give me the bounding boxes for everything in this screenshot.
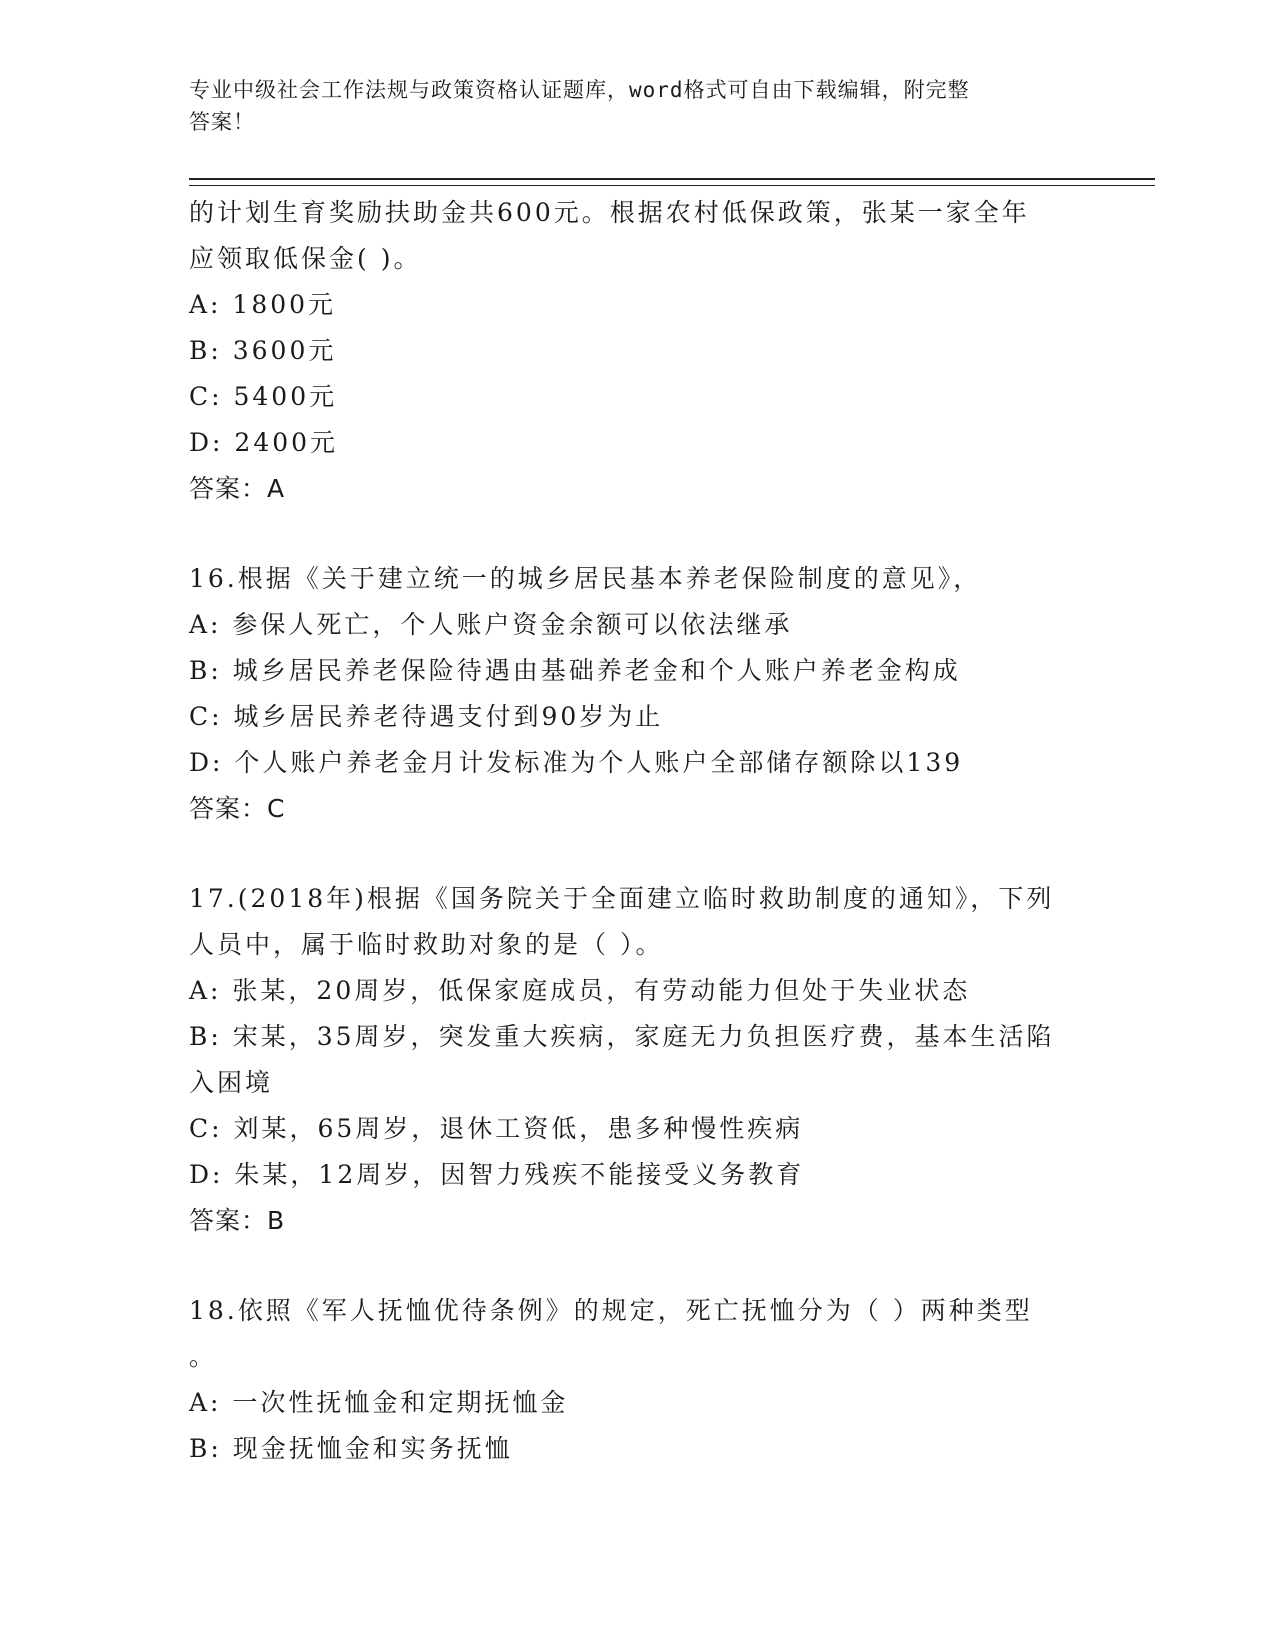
option-b-continued: 入困境 (189, 1068, 274, 1097)
question-16 (189, 556, 1089, 832)
option-c: C: 城乡居民养老待遇支付到90岁为止 (189, 702, 664, 731)
option-b: B: 现金抚恤金和实务抚恤 (189, 1434, 513, 1463)
option-b: B: 宋某，35周岁，突发重大疾病，家庭无力负担医疗费，基本生活陷 (189, 1022, 1055, 1051)
header-line-2: 答案！ (189, 110, 255, 134)
question-stem: 的计划生育奖励扶助金共600元。根据农村低保政策，张某一家全年 (189, 198, 1030, 227)
header-line-1: 专业中级社会工作法规与政策资格认证题库，word格式可自由下载编辑，附完整 (189, 78, 970, 102)
question-stem: 人员中，属于临时救助对象的是（ ）。 (189, 930, 664, 959)
answer: 答案：A (189, 474, 286, 503)
option-b: B: 3600元 (189, 336, 337, 365)
option-a: A: 1800元 (189, 290, 337, 319)
option-d: D: 2400元 (189, 428, 339, 457)
option-a: A: 张某，20周岁，低保家庭成员，有劳动能力但处于失业状态 (189, 976, 971, 1005)
option-c: C: 5400元 (189, 382, 338, 411)
option-b: B: 城乡居民养老保险待遇由基础养老金和个人账户养老金构成 (189, 656, 961, 685)
document-header (189, 74, 1089, 138)
option-d: D: 朱某，12周岁，因智力残疾不能接受义务教育 (189, 1160, 805, 1189)
question-stem: 应领取低保金( )。 (189, 244, 422, 273)
question-stem: 18.依照《军人抚恤优待条例》的规定，死亡抚恤分为（ ）两种类型 (189, 1296, 1033, 1325)
question-stem: 17.(2018年)根据《国务院关于全面建立临时救助制度的通知》，下列 (189, 884, 1055, 913)
answer: 答案：C (189, 794, 286, 823)
answer: 答案：B (189, 1206, 286, 1235)
option-c: C: 刘某，65周岁，退休工资低，患多种慢性疾病 (189, 1114, 804, 1143)
question-15 (189, 190, 1089, 512)
option-d: D: 个人账户养老金月计发标准为个人账户全部储存额除以139 (189, 748, 964, 777)
question-stem: 16.根据《关于建立统一的城乡居民基本养老保险制度的意见》， (189, 564, 982, 593)
question-17 (189, 876, 1089, 1244)
option-a: A: 参保人死亡，个人账户资金余额可以依法继承 (189, 610, 793, 639)
question-content (189, 190, 1089, 1472)
header-rule-thick (189, 178, 1155, 180)
header-rule-thin (189, 185, 1155, 186)
option-a: A: 一次性抚恤金和定期抚恤金 (189, 1388, 569, 1417)
question-18 (189, 1288, 1089, 1472)
question-stem: 。 (189, 1342, 218, 1371)
